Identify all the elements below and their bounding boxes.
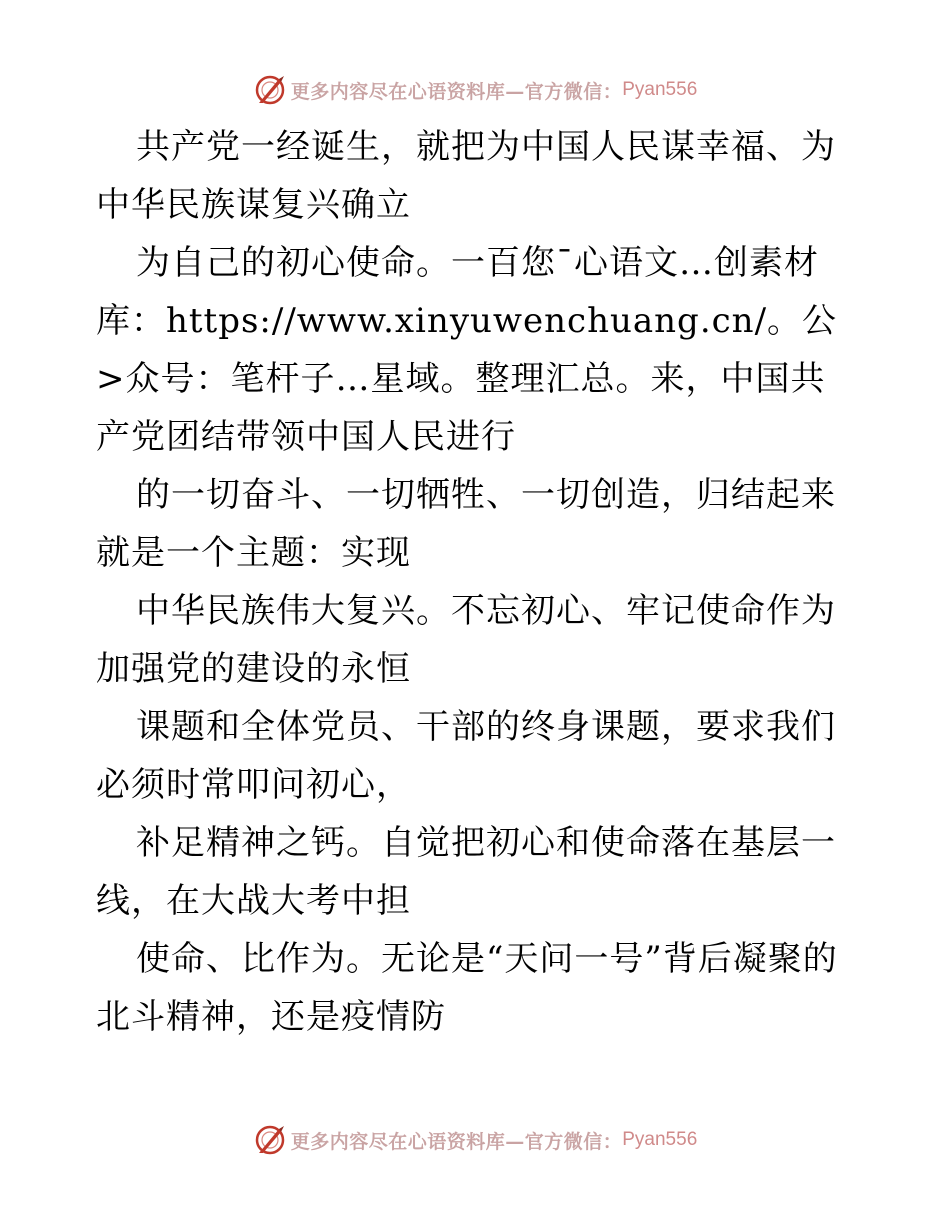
- paragraph-continuation: 须时常叩问初心，: [131, 765, 411, 805]
- header-banner: [0, 70, 950, 110]
- paragraph-first-line: 共产党一经诞生，就把为中国人民谋幸福、为中: [96, 127, 836, 225]
- paragraph-first-line: 的一切奋斗、一切牺牲、一切创造，归结起来就: [96, 475, 836, 573]
- paragraph-continuation: 强党的建设的永恒: [131, 649, 411, 689]
- document-body: [96, 118, 856, 1046]
- paragraph: [96, 234, 856, 466]
- paragraph-first-line: 使命、比作为。无论是“天问一号”背后凝聚的: [136, 939, 838, 979]
- paragraph: [96, 118, 856, 234]
- paragraph-continuation: 华民族谋复兴确立: [131, 185, 411, 225]
- paragraph: [96, 582, 856, 698]
- footer-wechat-id: Pyan556: [622, 1129, 698, 1150]
- header-wechat-id: Pyan556: [622, 79, 698, 100]
- paragraph-first-line: 补足精神之钙。自觉把初心和使命落在基层一: [136, 823, 836, 863]
- quill-pen-logo-icon: [253, 1123, 287, 1157]
- paragraph-first-line: 中华民族伟大复兴。不忘初心、牢记使命作为加: [96, 591, 836, 689]
- paragraph-continuation: 是一个主题：实现: [131, 533, 411, 573]
- quill-pen-logo-icon: [253, 73, 287, 107]
- paragraph: [96, 930, 856, 1046]
- paragraph-continuation: 线，在大战大考中担: [96, 881, 411, 921]
- paragraph-continuation: 北斗精神，还是疫情防: [96, 997, 446, 1037]
- header-banner-text: 更多内容尽在心语资料库—官方微信：: [290, 80, 623, 103]
- paragraph: [96, 698, 856, 814]
- footer-banner: [0, 1120, 950, 1160]
- paragraph-first-line: 课题和全体党员、干部的终身课题，要求我们必: [96, 707, 836, 805]
- paragraph-first-line: 为自己的初心使命。一百您¯心语文…创素材: [136, 243, 819, 283]
- footer-banner-text: 更多内容尽在心语资料库—官方微信：: [290, 1130, 623, 1153]
- paragraph: [96, 814, 856, 930]
- paragraph-continuation: 库：https://www.xinyuwenchuang.cn/。公>众号：笔杆子…星域。整理汇总。来，中国共产党团结带领中国人民进行: [96, 301, 838, 457]
- paragraph: [96, 466, 856, 582]
